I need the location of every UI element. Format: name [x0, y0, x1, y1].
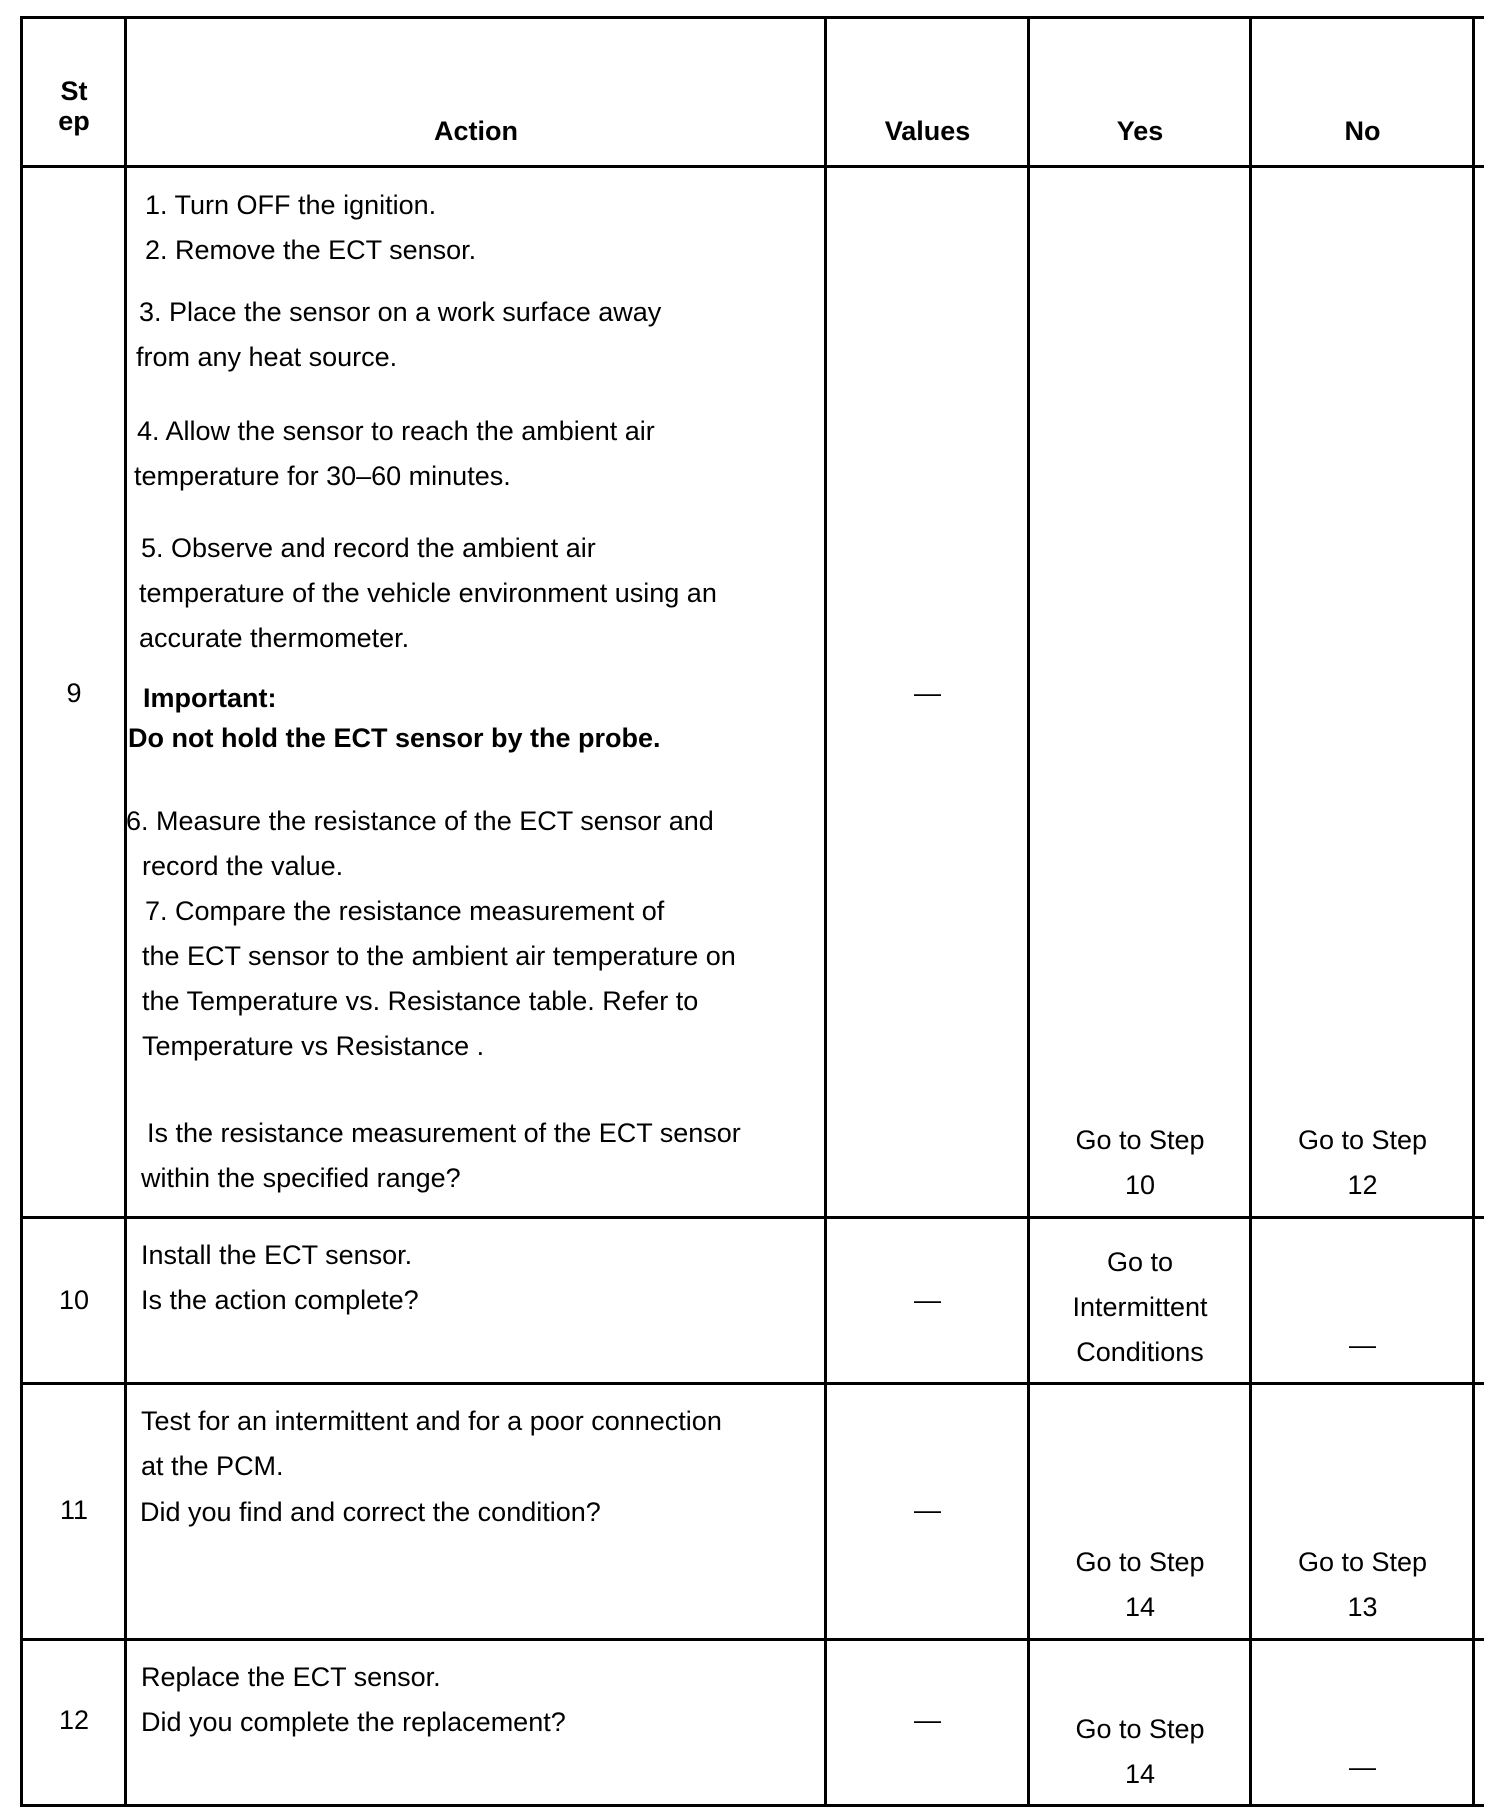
column-divider	[824, 16, 827, 1806]
table-border-left	[20, 16, 23, 1806]
step-number: 12	[58, 1705, 90, 1735]
action-line: the Temperature vs. Resistance table. Refer to	[142, 986, 699, 1016]
action-line: 7. Compare the resistance measurement of	[145, 896, 665, 926]
action-line: 3. Place the sensor on a work surface away	[139, 297, 662, 327]
action-line: the ECT sensor to the ambient air temperature on	[142, 941, 736, 971]
step-number: 10	[58, 1285, 90, 1315]
action-line: 1. Turn OFF the ignition.	[145, 190, 437, 220]
yes-cell: Go to Intermittent Conditions	[1072, 1247, 1208, 1367]
table-border-right	[1472, 16, 1475, 1806]
action-line: record the value.	[142, 851, 344, 881]
header-divider	[20, 165, 1484, 168]
header-action: Action	[434, 116, 518, 146]
row-divider	[20, 1638, 1484, 1641]
step-number: 11	[59, 1495, 89, 1525]
header-values: Values	[884, 116, 971, 146]
no-cell: —	[1349, 1330, 1376, 1360]
question-line: Is the resistance measurement of the ECT sensor	[147, 1118, 741, 1148]
yes-cell: Go to Step 14	[1075, 1547, 1205, 1622]
action-line: accurate thermometer.	[139, 623, 410, 653]
header-step: St ep	[58, 76, 90, 136]
no-cell: —	[1349, 1752, 1376, 1782]
action-line: at the PCM.	[141, 1451, 284, 1481]
important-note: Do not hold the ECT sensor by the probe.	[128, 723, 661, 753]
step-number: 9	[66, 678, 82, 708]
row-divider	[20, 1382, 1484, 1385]
action-line: temperature of the vehicle environment using an	[139, 578, 717, 608]
action-line: Test for an intermittent and for a poor connection	[141, 1406, 722, 1436]
column-divider	[124, 16, 127, 1806]
yes-cell: Go to Step 10	[1075, 1125, 1205, 1200]
column-divider	[1249, 16, 1252, 1806]
column-divider	[1027, 16, 1030, 1806]
row-divider	[20, 1216, 1484, 1219]
important-label: Important:	[143, 683, 277, 713]
question-line: Did you find and correct the condition?	[140, 1497, 601, 1527]
question-line: Did you complete the replacement?	[141, 1707, 566, 1737]
action-line: from any heat source.	[136, 342, 398, 372]
values-cell: —	[914, 1705, 941, 1735]
yes-cell: Go to Step 14	[1075, 1714, 1205, 1789]
action-line: Install the ECT sensor.	[141, 1240, 413, 1270]
values-cell: —	[914, 1285, 941, 1315]
no-cell: Go to Step 13	[1297, 1547, 1428, 1622]
action-line: 2. Remove the ECT sensor.	[145, 235, 477, 265]
action-line: 6. Measure the resistance of the ECT sensor and	[126, 806, 714, 836]
question-line: Is the action complete?	[141, 1285, 419, 1315]
question-line: within the specified range?	[141, 1163, 461, 1193]
table-border-top	[20, 16, 1484, 19]
header-yes: Yes	[1116, 116, 1164, 146]
action-line: Temperature vs Resistance .	[142, 1031, 485, 1061]
header-no: No	[1344, 116, 1381, 146]
values-cell: —	[914, 678, 941, 708]
action-line: Replace the ECT sensor.	[141, 1662, 441, 1692]
action-line: 5. Observe and record the ambient air	[141, 533, 596, 563]
action-line: temperature for 30–60 minutes.	[134, 461, 511, 491]
values-cell: —	[914, 1495, 941, 1525]
action-line: 4. Allow the sensor to reach the ambient air	[137, 416, 655, 446]
no-cell: Go to Step 12	[1297, 1125, 1428, 1200]
